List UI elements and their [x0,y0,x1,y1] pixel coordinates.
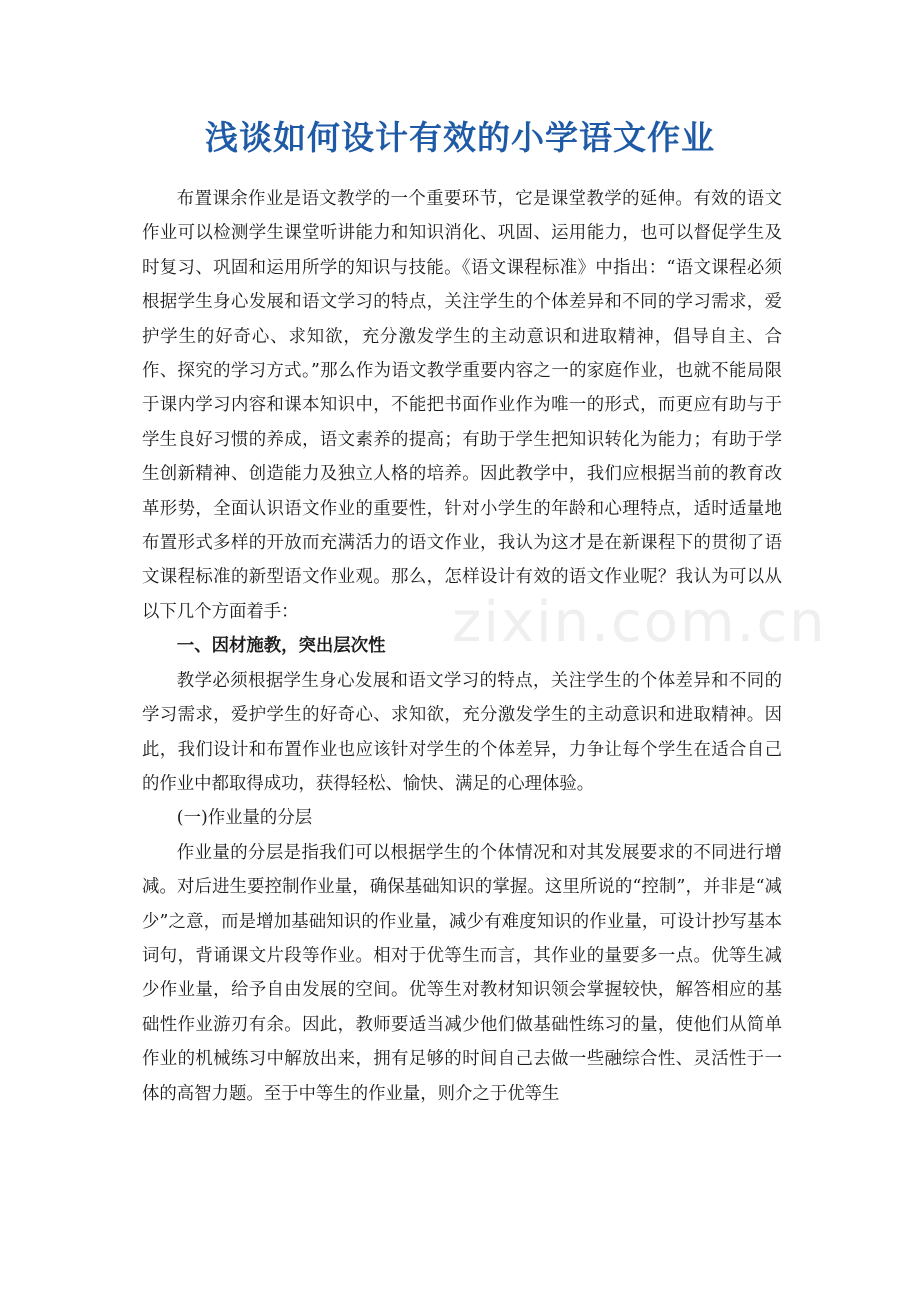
paragraph: 作业量的分层是指我们可以根据学生的个体情况和对其发展要求的不同进行增减。对后进生要控制作业量，确保基础知识的掌握。这里所说的“控制”，并非是“减少”之意，而是增加基础知识的作业量，减少有难度知识的作业量，可设计抄写基本词句，背诵课文片段等作业。相对于优等生而言，其作业的量要多一点。优等生减少作业量，给予自由发展的空间。优等生对教材知识领会掌握较快，解答相应的基础性作业游刃有余。因此，教师要适当减少他们做基础性练习的量，使他们从简单作业的机械练习中解放出来，拥有足够的时间自己去做一些融综合性、灵活性于一体的高智力题。至于中等生的作业量，则介之于优等生 [142,842,782,1104]
paragraph: 教学必须根据学生身心发展和语文学习的特点，关注学生的个体差异和不同的学习需求，爱护学生的好奇心、求知欲，充分激发学生的主动意识和进取精神。因此，我们设计和布置作业也应该针对学生的个体差异，力争让每个学生在适合自己的作业中都取得成功，获得轻松、愉快、满足的心理体验。 [142,670,782,794]
paragraph: 布置课余作业是语文教学的一个重要环节，它是课堂教学的延伸。有效的语文作业可以检测学生课堂听讲能力和知识消化、巩固、运用能力，也可以督促学生及时复习、巩固和运用所学的知识与技能。《语文课程标准》中指出：“语文课程必须根据学生身心发展和语文学习的特点，关注学生的个体差异和不同的学习需求，爱护学生的好奇心、求知欲，充分激发学生的主动意识和进取精神，倡导自主、合作、探究的学习方式。”那么作为语文教学重要内容之一的家庭作业，也就不能局限于课内学习内容和课本知识中，不能把书面作业作为唯一的形式，而更应有助与于学生良好习惯的养成，语文素养的提高；有助于学生把知识转化为能力；有助于学生创新精神、创造能力及独立人格的培养。因此教学中，我们应根据当前的教育改革形势，全面认识语文作业的重要性，针对小学生的年龄和心理特点，适时适量地布置形式多样的开放而充满活力的语文作业，我认为这才是在新课程下的贯彻了语文课程标准的新型语文作业观。那么，怎样设计有效的语文作业呢？我认为可以从以下几个方面着手： [142,189,782,622]
subsection-heading: (一)作业量的分层 [176,808,313,829]
document-body [142,182,782,1111]
document-title: 浅谈如何设计有效的小学语文作业 [205,118,715,157]
section-heading: 一、因材施教，突出层次性 [176,636,386,657]
watermark: zixin.com.cn [452,590,827,655]
